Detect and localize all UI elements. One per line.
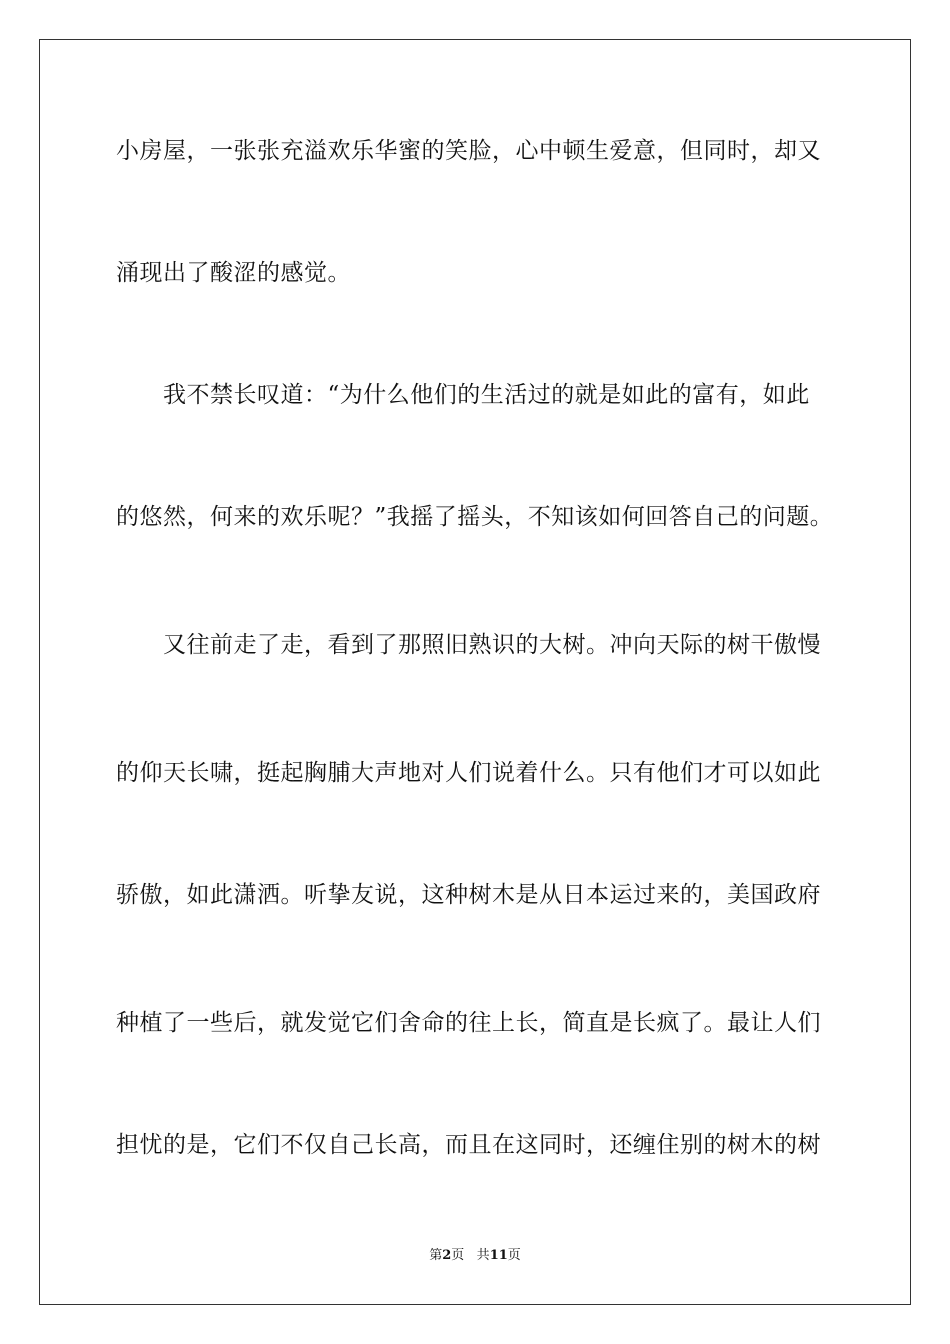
paragraph-line-8: 种植了一些后，就发觉它们舍命的往上长，简直是长疯了。最让人们 [116, 1010, 821, 1036]
paragraph-line-6: 的仰天长啸，挺起胸脯大声地对人们说着什么。只有他们才可以如此 [116, 760, 821, 786]
paragraph-line-9: 担忧的是，它们不仅自己长高，而且在这同时，还缠住别的树木的树 [116, 1132, 821, 1158]
page-total-suffix: 页 [507, 1248, 521, 1263]
paragraph-line-3: 我不禁长叹道：“为什么他们的生活过的就是如此的富有，如此 [116, 382, 810, 408]
paragraph-line-1: 小房屋，一张张充溢欢乐华蜜的笑脸，心中顿生爱意，但同时，却又 [116, 138, 821, 164]
paragraph-line-5: 又往前走了走，看到了那照旧熟识的大树。冲向天际的树干傲慢 [116, 632, 821, 658]
paragraph-line-2: 涌现出了酸涩的感觉。 [116, 260, 351, 286]
page-number-current: 2 [442, 1248, 452, 1263]
paragraph-line-4: 的悠然，何来的欢乐呢？”我摇了摇头，不知该如何回答自己的问题。 [116, 504, 834, 530]
page-border [39, 39, 911, 1305]
page-total: 11 [489, 1248, 508, 1263]
paragraph-line-7: 骄傲，如此潇洒。听挚友说，这种树木是从日本运过来的，美国政府 [116, 882, 821, 908]
page-footer [0, 1247, 950, 1265]
page-number-suffix: 页 [451, 1248, 465, 1263]
page-total-prefix: 共 [476, 1248, 490, 1263]
page-number-prefix: 第 [429, 1248, 443, 1263]
